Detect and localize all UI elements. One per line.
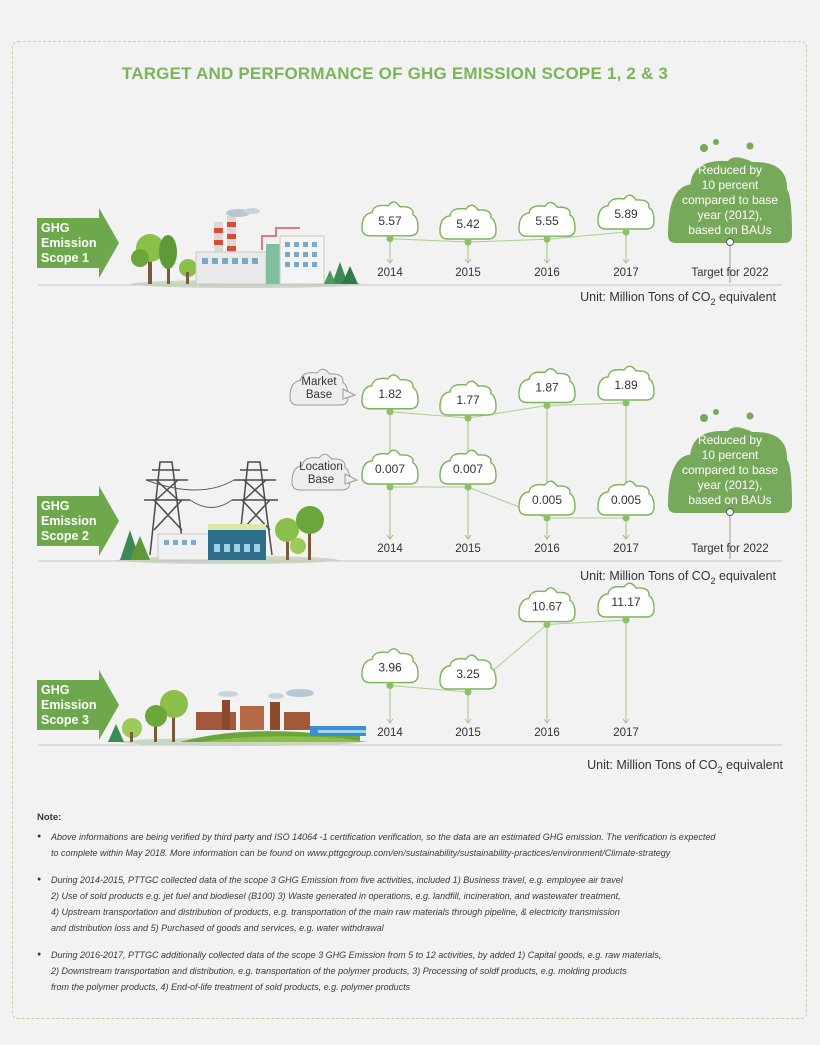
target-text-line: Reduced by xyxy=(697,433,763,447)
unit-subscript: 2 xyxy=(710,576,716,586)
series-line xyxy=(390,487,626,518)
scope-arrow xyxy=(37,208,119,278)
data-point xyxy=(544,236,551,243)
scope-label-line: GHG xyxy=(41,683,70,697)
year-tick-label: 2014 xyxy=(377,727,403,739)
target-text-line: 10 percent xyxy=(701,178,759,192)
data-point xyxy=(387,408,394,415)
data-label: 0.007 xyxy=(452,462,484,476)
series-name-pointer xyxy=(343,389,355,399)
scope-label-line: Emission xyxy=(41,698,97,712)
data-label: 1.89 xyxy=(614,378,638,392)
scope-label-line: Scope 1 xyxy=(41,251,89,265)
data-point xyxy=(544,402,551,409)
cloud-bubble xyxy=(713,409,719,415)
data-label: 1.77 xyxy=(456,393,480,407)
data-label: 5.57 xyxy=(378,213,402,228)
year-tick-label: 2016 xyxy=(534,727,560,739)
target-cloud xyxy=(668,139,792,283)
series-name-line: Base xyxy=(305,389,333,401)
cloud-bubble xyxy=(747,143,754,150)
value-cloud xyxy=(519,588,575,622)
target-text-line: based on BAUs xyxy=(688,493,772,507)
value-cloud xyxy=(519,202,575,236)
data-label: 11.17 xyxy=(611,595,641,609)
value-cloud xyxy=(362,375,418,409)
series-name-badge xyxy=(292,454,357,490)
year-tick-label: 2014 xyxy=(377,267,403,279)
value-cloud xyxy=(362,450,418,484)
data-label: 3.96 xyxy=(378,660,402,675)
series-2 xyxy=(292,450,654,539)
scope-arrow xyxy=(37,670,119,740)
unit-label xyxy=(580,290,776,307)
note-item-2 xyxy=(51,872,782,936)
value-cloud xyxy=(440,205,496,239)
data-label: 0.007 xyxy=(374,462,406,476)
data-point xyxy=(623,515,630,522)
notes-list xyxy=(37,829,782,995)
data-label: 1.87 xyxy=(535,380,559,395)
data-label: 10.67 xyxy=(531,599,563,614)
data-label: 0.005 xyxy=(531,493,563,507)
data-label: 5.42 xyxy=(456,217,480,231)
data-point xyxy=(465,689,472,696)
year-tick-label: 2015 xyxy=(455,267,481,279)
series-name-line: Base xyxy=(307,474,335,486)
year-tick-label: 2017 xyxy=(613,727,639,739)
note-line: 4) Upstream transportation and distribution of products, e.g. transportation of the main raw materials through pipeline, & electricity transmission xyxy=(51,907,620,917)
scope-label-line: Emission xyxy=(41,514,97,528)
target-text-line: year (2012), xyxy=(697,478,763,492)
data-point xyxy=(465,239,472,246)
data-point xyxy=(544,621,551,628)
note-line: ● Above informations are being verified by third party and ISO 14064 -1 certification verification, so the data are an estimated GHG emission. The verification is expected xyxy=(51,832,716,842)
data-point xyxy=(387,682,394,689)
series-name-line: Location xyxy=(299,461,343,473)
data-label: 1.82 xyxy=(378,386,402,401)
data-label: 3.25 xyxy=(456,667,480,681)
value-cloud xyxy=(519,369,575,403)
cloud-bubble xyxy=(747,413,754,420)
series-1 xyxy=(362,583,654,723)
target-text-line: year (2012), xyxy=(697,208,763,222)
data-point xyxy=(544,515,551,522)
factory-illustration xyxy=(131,208,361,288)
page-title: TARGET AND PERFORMANCE OF GHG EMISSION SCOPE 1, 2 & 3 xyxy=(121,64,669,83)
data-point xyxy=(387,235,394,242)
unit-suffix: equivalent xyxy=(715,290,776,304)
value-cloud xyxy=(598,366,654,400)
target-dot xyxy=(727,239,734,246)
value-cloud xyxy=(440,450,496,484)
data-point xyxy=(465,484,472,491)
series-name-badge xyxy=(290,369,355,405)
unit-label xyxy=(587,758,783,775)
target-text-line: based on BAUs xyxy=(688,223,772,237)
unit-prefix: Unit: Million Tons of CO xyxy=(580,569,711,583)
note-line: and distribution loss and 5) Purchased of goods and services, e.g. water withdrawal xyxy=(51,923,384,933)
data-label: 5.55 xyxy=(535,214,559,229)
note-line: to complete within May 2018. More information can be found on www.pttgcgroup.com/en/sustainability/sustainability-practices/environment/Climate-strategy xyxy=(51,848,671,858)
data-point xyxy=(387,484,394,491)
year-tick-label: 2017 xyxy=(613,267,639,279)
year-tick-label: 2016 xyxy=(534,267,560,279)
series-name-line: Market xyxy=(301,376,337,388)
value-cloud xyxy=(440,381,496,415)
target-label: Target for 2022 xyxy=(691,543,769,555)
industrial-landscape-illustration xyxy=(108,689,368,746)
year-tick-label: 2017 xyxy=(613,543,639,555)
cloud-bubble xyxy=(700,144,708,152)
target-text-line: 10 percent xyxy=(701,448,759,462)
cloud-bubble xyxy=(713,139,719,145)
data-point xyxy=(465,415,472,422)
scope-arrow xyxy=(37,486,119,556)
year-tick-label: 2014 xyxy=(377,543,403,555)
year-tick-label: 2016 xyxy=(534,543,560,555)
value-cloud xyxy=(362,202,418,236)
target-cloud xyxy=(668,409,792,559)
unit-label xyxy=(580,569,776,586)
series-line xyxy=(390,620,626,692)
value-cloud xyxy=(598,481,654,515)
scope-label-line: GHG xyxy=(41,499,70,513)
note-item-3 xyxy=(51,947,782,995)
value-cloud xyxy=(362,649,418,683)
target-text-line: compared to base xyxy=(681,463,779,477)
target-text-line: compared to base xyxy=(681,193,779,207)
note-line: 2) Downstream transportation and distribution, e.g. transportation of the polymer products, 3) Processing of soldf products, e.g. molding products xyxy=(51,966,627,976)
unit-subscript: 2 xyxy=(710,297,716,307)
note-line: ● During 2014-2015, PTTGC collected data of the scope 3 GHG Emission from five activities, included 1) Business travel, e.g. employee air travel xyxy=(51,875,623,885)
value-cloud xyxy=(519,481,575,515)
data-point xyxy=(623,400,630,407)
series-line xyxy=(390,232,626,242)
scope-3-chart xyxy=(37,583,784,775)
data-label: 5.89 xyxy=(614,207,638,221)
unit-prefix: Unit: Million Tons of CO xyxy=(587,758,718,772)
series-line xyxy=(390,403,626,418)
target-text-line: Reduced by xyxy=(697,163,763,177)
unit-suffix: equivalent xyxy=(722,758,783,772)
unit-prefix: Unit: Million Tons of CO xyxy=(580,290,711,304)
cloud-bubble xyxy=(700,414,708,422)
data-label: 0.005 xyxy=(610,493,642,507)
year-tick-label: 2015 xyxy=(455,727,481,739)
scope-label-line: Scope 3 xyxy=(41,713,89,727)
value-cloud xyxy=(598,195,654,229)
note-line: from the polymer products, 4) End-of-life treatment of sold products, e.g. polymer products xyxy=(51,982,411,992)
unit-subscript: 2 xyxy=(717,765,723,775)
scope-label-line: Scope 2 xyxy=(41,529,89,543)
series-name-pointer xyxy=(345,474,357,484)
notes-label: Note: xyxy=(37,812,62,823)
data-point xyxy=(623,617,630,624)
note-line: ● During 2016-2017, PTTGC additionally collected data of the scope 3 GHG Emission from 5 to 12 activities, by added 1) Capital goods, e.g. raw materials, xyxy=(51,950,662,960)
series-1 xyxy=(362,195,654,263)
notes-section xyxy=(37,812,782,1006)
target-label: Target for 2022 xyxy=(691,267,769,279)
note-item-1 xyxy=(51,829,782,861)
scope-label-line: GHG xyxy=(41,221,70,235)
unit-suffix: equivalent xyxy=(715,569,776,583)
data-point xyxy=(623,229,630,236)
year-tick-label: 2015 xyxy=(455,543,481,555)
target-dot xyxy=(727,509,734,516)
note-line: 2) Use of sold products e.g. jet fuel and biodiesel (B100) 3) Waste generated in operations, e.g. landfill, incineration, and wastewater treatment, xyxy=(51,891,621,901)
value-cloud xyxy=(598,583,654,617)
value-cloud xyxy=(440,655,496,689)
scope-label-line: Emission xyxy=(41,236,97,250)
